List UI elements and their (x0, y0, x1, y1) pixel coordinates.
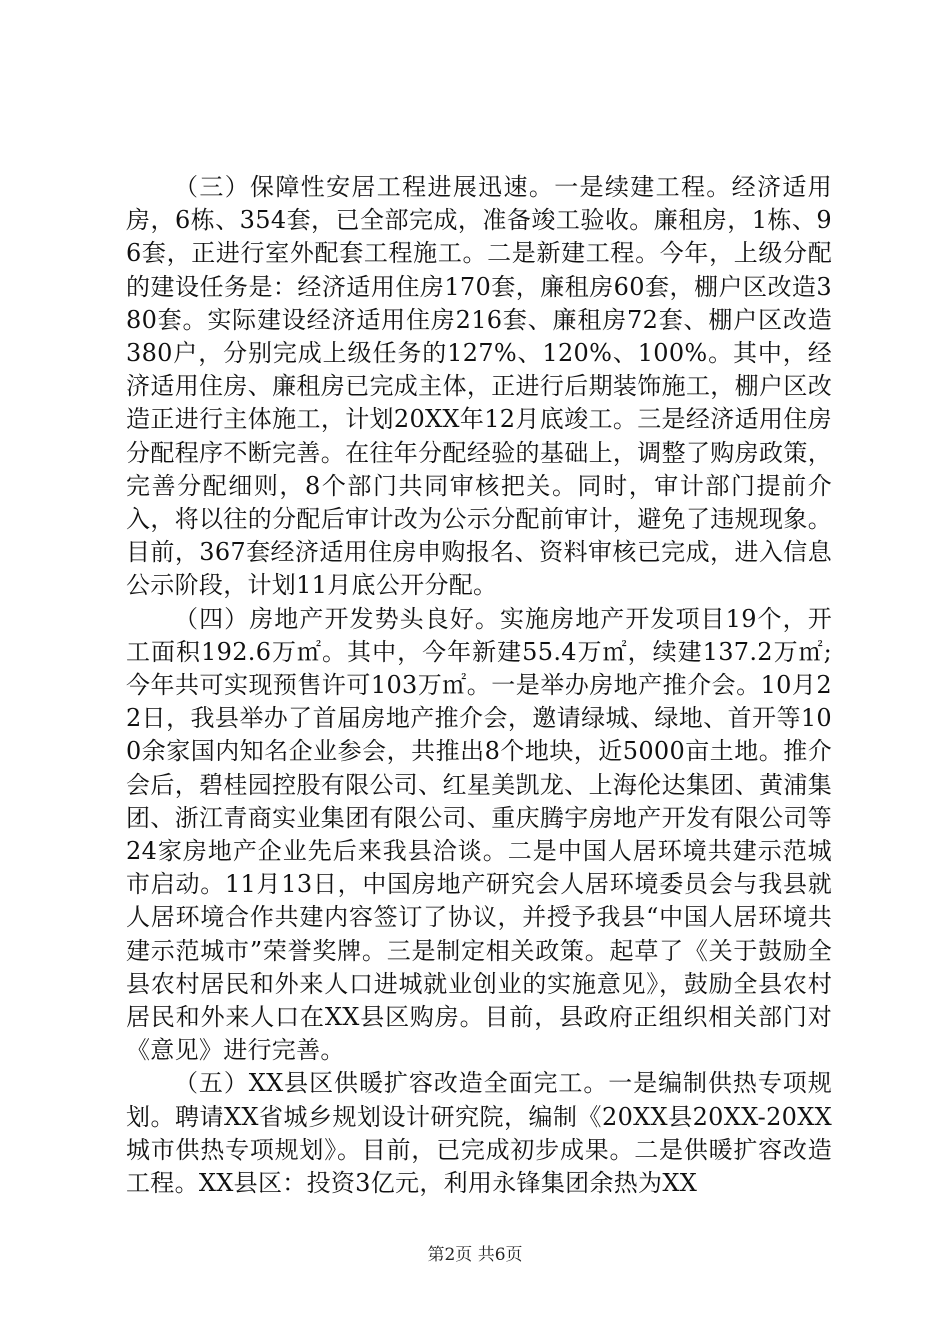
paragraph-section-5: （五）XX县区供暖扩容改造全面完工。一是编制供热专项规划。聘请XX省城乡规划设计研究院，编制《20XX县20XX-20XX城市供热专项规划》。目前，已完成初步成果。二是供暖扩容改造工程。XX县区：投资3亿元，利用永锋集团余热为XX (126, 1069, 832, 1198)
paragraph-section-3: （三）保障性安居工程进展迅速。一是续建工程。经济适用房，6栋、354套，已全部完成，准备竣工验收。廉租房，1栋、96套，正进行室外配套工程施工。二是新建工程。今年，上级分配的建设任务是：经济适用住房170套，廉租房60套，棚户区改造380套。实际建设经济适用住房216套、廉租房72套、棚户区改造380户，分别完成上级任务的127%、120%、100%。其中，经济适用住房、廉租房已完成主体，正进行后期装饰施工，棚户区改造正进行主体施工，计划20XX年12月底竣工。三是经济适用住房分配程序不断完善。在往年分配经验的基础上，调整了购房政策，完善分配细则，8个部门共同审核把关。同时，审计部门提前介入，将以往的分配后审计改为公示分配前审计，避免了违规现象。目前，367套经济适用住房申购报名、资料审核已完成，进入信息公示阶段，计划11月底公开分配。 (126, 173, 832, 600)
document-body (126, 171, 832, 1200)
paragraph-section-4: （四）房地产开发势头良好。实施房地产开发项目19个，开工面积192.6万㎡。其中，今年新建55.4万㎡，续建137.2万㎡;今年共可实现预售许可103万㎡。一是举办房地产推介会。10月22日，我县举办了首届房地产推介会，邀请绿城、绿地、首开等100余家国内知名企业参会，共推出8个地块，近5000亩土地。推介会后，碧桂园控股有限公司、红星美凯龙、上海伦达集团、黄浦集团、浙江青商实业集团有限公司、重庆腾宇房地产开发有限公司等24家房地产企业先后来我县洽谈。二是中国人居环境共建示范城市启动。11月13日，中国房地产研究会人居环境委员会与我县就人居环境合作共建内容签订了协议，并授予我县“中国人居环境共建示范城市”荣誉奖牌。三是制定相关政策。起草了《关于鼓励全县农村居民和外来人口进城就业创业的实施意见》，鼓励全县农村居民和外来人口在XX县区购房。目前，县政府正组织相关部门对《意见》进行完善。 (126, 604, 832, 1065)
page-number-footer: 第2页 共6页 (427, 1245, 523, 1265)
